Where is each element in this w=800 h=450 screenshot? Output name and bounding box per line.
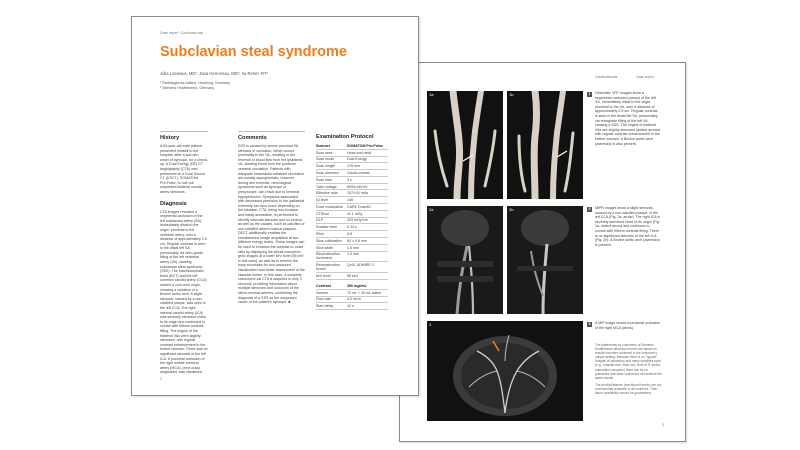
exam-row-value: 11.1 mGy [347, 210, 388, 217]
exam-row [316, 224, 388, 231]
exam-row-label: DLP [316, 217, 347, 224]
exam-row [316, 170, 388, 177]
exam-scanner-label: Scanner [316, 143, 347, 149]
exam-row-value: 80/Sn140 kV [347, 183, 388, 190]
exam-row [316, 231, 388, 238]
history-text: A 63-year-old male patient presented himself to the hospital, after a sud-den onset of syncope, for a check-up. A Dual Energy (DE) CT angiography (CTA) was performed on a Dual Source CT (DSCT), SOMATOM Pro.Pulse, to rule out suspected bilateral carotid artery stenoses. [160, 144, 208, 194]
exam-row-label: Reconstruction increment [316, 251, 347, 262]
exam-row-value: 0.33 s [347, 224, 388, 231]
exam-row [316, 251, 388, 262]
exam-row-value: CARE Dose4D [347, 204, 388, 211]
exam-scanner-value: SOMATOM Pro.Pulse [347, 143, 388, 149]
exam-row-value: Qr40, ADMIRE 3 [347, 262, 388, 273]
figure-1a-label: 1a [429, 92, 434, 97]
footnote-disclaimer: The statements by customers of Siemens Healthineers described herein are based on results that were achieved in the customer's unique setting. Because there is no "typical" hospital or laboratory and many variables exist (e.g., hospital size, case mix, level of IT and/or automation adoption) there can be no guarantee that other customers will achieve the same results. [595, 343, 662, 380]
exam-row-value: Head and neck [347, 149, 388, 156]
exam-row-value: 10 s [347, 303, 388, 310]
left-page-number: 2 [160, 377, 162, 381]
column-comments [238, 131, 305, 305]
exam-row-label: Scan area [316, 149, 347, 156]
exam-row [316, 244, 388, 251]
caption-2-number: 2 [588, 207, 591, 211]
caption-2-text: MIPR images show a slight stenosis, caused by a non-calcified plaque, in the left CCA (Fig. 2a, arrow). The right ICA is severely stenosed close to its origin (Fig. 2a, dotted arrow) and continues to course with filiform contrast filling. There is no significant stenosis of the left ICA (Fig. 2b). A Bovine aortic arch (asterisks) is present. [595, 206, 661, 247]
history-heading: History [160, 135, 180, 141]
exam-row-value: 276 mm [347, 163, 388, 170]
exam-row-value: 1.0 mm [347, 251, 388, 262]
exam-row [316, 149, 388, 156]
right-page [399, 62, 686, 442]
exam-row-label: Rotation time [316, 224, 347, 231]
exam-row-label: Start delay [316, 303, 347, 310]
exam-row [316, 163, 388, 170]
figure-1a-vrt-image [427, 91, 503, 199]
exam-row-label: Scan time [316, 176, 347, 183]
exam-row-value: Caudo-cranial [347, 170, 388, 177]
figure-1b-vrt-image [507, 91, 583, 199]
figure-2b-label: 2b [509, 207, 514, 212]
exam-protocol-table [316, 143, 388, 310]
exam-row-label: Scan mode [316, 156, 347, 163]
exam-row-label: Reconstruction kernel [316, 262, 347, 273]
exam-row-value: 70 mL + 40 mL saline [347, 289, 388, 296]
figure-2a-mipr-image [427, 206, 503, 314]
exam-row-label: Slice collimation [316, 237, 347, 244]
exam-row-value: 4.0 mL/s [347, 296, 388, 303]
figure-2b-mipr-image [507, 206, 583, 314]
right-page-header: Cardiovascular [595, 75, 618, 79]
left-page-header: Case report · Cardiovascular [160, 31, 204, 35]
article-title: Subclavian steal syndrome [160, 44, 347, 60]
comments-separator [238, 131, 305, 132]
figure-2a-label: 2a [429, 207, 434, 212]
examination-protocol [316, 134, 388, 310]
caption-1-text: Cinematic VRT images show a segmental occlusion (arrow) of the left SA, immediately distal to the origin, proximal to the VA, over a distance of approximately 2.5 cm. Regular contrast is seen in the distal left SA, presumably via retrograde filling of the left VA, causing a SSS. The origins of bilateral VAs are slightly stenosed (dotted arrows) with regular contrast enhancement in the further courses. A Bovine aortic arch (asterisks) is also present. [595, 91, 661, 146]
author-affiliations [160, 81, 230, 90]
exam-contrast-value: 350 mgI/mL [347, 279, 388, 289]
caption-3-text: A MIP image shows a proximal occlusion of the right MCA (arrow). [595, 321, 661, 330]
exam-row [316, 156, 388, 163]
exam-row [316, 262, 388, 273]
right-page-number: 3 [662, 423, 664, 427]
exam-row [316, 237, 388, 244]
exam-row-value: 0.8 [347, 231, 388, 238]
exam-row [316, 176, 388, 183]
exam-row-value: 157/141 mAs [347, 190, 388, 197]
caption-3-number: 3 [588, 322, 591, 326]
exam-row-label: keV level [316, 273, 347, 280]
exam-row [316, 190, 388, 197]
exam-row-label: Effective mAs [316, 190, 347, 197]
right-page-header-tag: Case report [636, 75, 654, 79]
history-separator [160, 131, 208, 132]
exam-row-value: 55 keV [347, 273, 388, 280]
figure-3-mip-image [427, 321, 583, 421]
exam-row-label: Pitch [316, 231, 347, 238]
exam-row [316, 296, 388, 303]
exam-row-label: Flow rate [316, 296, 347, 303]
exam-row-value: 1.5 mm [347, 244, 388, 251]
exam-row-label: IQ level [316, 197, 347, 204]
exam-row-value: Dual Energy [347, 156, 388, 163]
column-history-diagnosis [160, 131, 208, 375]
exam-row-label: Volume [316, 289, 347, 296]
exam-row [316, 197, 388, 204]
comments-text: SSS is caused by severe proximal SA stenosis or occlusion, which occurs proximally to the VA, resulting in the reversal of blood flow from the ipsilateral VA, stealing blood from the posterior cerebral circulation. Patients with adequate intracranial collateral circulation are usually asymptomatic, however, during arm exercise, neurological symptoms such as syncope or presyncope, can result due to cerebral hypoperfusion. Symptoms associated with decreased perfusion to the ipsilateral extremity can also occur depending on the situation. CTA, being non-invasive and easily accessible, is performed to identify vascular stenosis and oc-clusion, as well as the causes, such as calcified or non-calcified athero-matous plaques. DECT additionally enables the simultaneous image acquisition at two different energy levels. These images can be used to enhance the contrast-to-noise ratio by displaying the virtual monoener-getic images at a lower keV level (55 keV in this case), as well as to remove the bony structures for non-obscured visualization and better assessment of the vascular lumen. In this case, a complete craniocervi-cal CTA is acquired in only 3 seconds, providing information about multiple stenoses and occlusion of the steno-cervical arteries, confirming the diagnosis of a SSS as the suspected cause of the patient's syncope. ■ [238, 144, 305, 305]
exam-row-label: Scan length [316, 163, 347, 170]
exam-contrast-row [316, 279, 388, 289]
exam-heading: Examination Protocol [316, 134, 374, 140]
exam-contrast-label: Contrast [316, 279, 347, 289]
exam-row-value: 145 [347, 197, 388, 204]
figure-3-label: 3 [429, 322, 432, 327]
left-page [131, 16, 419, 396]
figure-1b-label: 1b [509, 92, 514, 97]
exam-row [316, 217, 388, 224]
exam-row-label: Tube voltage [316, 183, 347, 190]
exam-row [316, 183, 388, 190]
exam-row [316, 210, 388, 217]
exam-row-label: CTDIvol [316, 210, 347, 217]
exam-row [316, 204, 388, 211]
affiliation-1: ¹ Radiologische Allianz, Hamburg, Germany [160, 81, 230, 85]
affiliation-2: ² Siemens Healthineers, Germany [160, 85, 215, 90]
exam-row-value: 3 s [347, 176, 388, 183]
exam-row [316, 303, 388, 310]
exam-row-label: Dose modulation [316, 204, 347, 211]
article-authors: Julia Loewaus, MD¹; Jana Hermenau, MD¹; Ira Reher, RT² [160, 71, 268, 76]
exam-row-label: Scan direction [316, 170, 347, 177]
exam-row [316, 273, 388, 280]
comments-heading: Comments [238, 135, 267, 141]
caption-1-number: 1 [588, 92, 591, 96]
diagnosis-heading: Diagnosis [160, 200, 187, 207]
diagnosis-text: CTA images revealed a segmental occlusion of the left subclavian artery (SA), immediately distal to the origin, proximal to the vertebral artery, over a distance of approximately 2.5 cm. Regular contrast is seen in the distal left SA, presumably via retro-grade filling of the left vertebral artery (VA), causing subclavian steal syndrome (SSS). The brachiocephalic trunk (BCT) and the left common carotid artery (CCA) shared a com-mon origin, showing a variation of a Bovine aortic arch. A slight stenosis, caused by a non-calcified plaque, was seen in the left CCA. The right internal carotid artery (ICA) was severely stenosed close to its origin and continued to course with filiform contrast filling. The origins of the bilateral VAs were slightly stenosed, with regular contrast enhancement in the further courses. There was no significant stenosis of the left ICA. A proximal occlusion of the right middle cerebral artery (MCA), previ-ously diagnosed, was visualized. [160, 209, 208, 375]
exam-row [316, 289, 388, 296]
footnote-availability: The product/feature (mentioned herein) are not commercially available in all countries. Their future availability cannot be guaranteed. [595, 383, 662, 396]
exam-row-value: 64 × 0.6 mm [347, 237, 388, 244]
exam-row-label: Slice width [316, 244, 347, 251]
exam-row-value: 343 mGy*cm [347, 217, 388, 224]
